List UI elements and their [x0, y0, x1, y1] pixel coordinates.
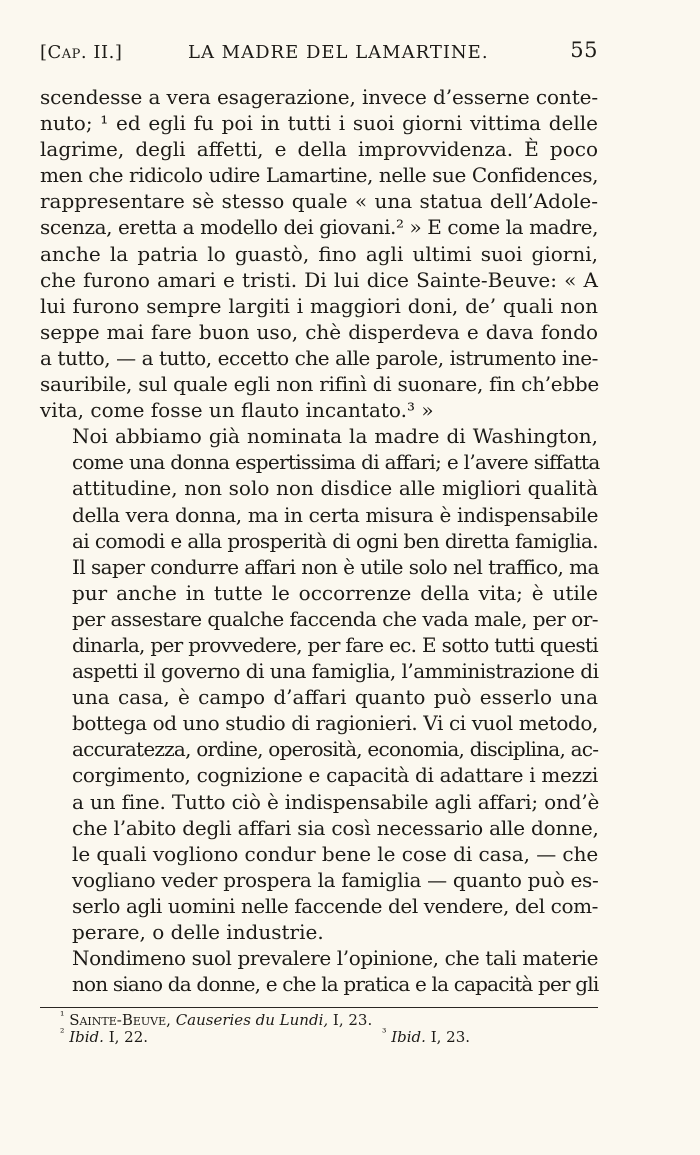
footnote-author: Sainte-Beuve, [69, 1011, 171, 1030]
text-line: anche la patria lo guastò, fino agli ultimi suoi giorni, [40, 241, 598, 266]
text-line: vita, come fosse un flauto incantato.³ » [40, 398, 434, 423]
text-line: nuto; ¹ ed egli fu poi in tutti i suoi giorni vittima delle [40, 111, 598, 136]
footnote-ref: I, 22. [108, 1028, 149, 1047]
footnote-3 [382, 1026, 471, 1047]
text-line: scendesse a vera esagerazione, invece d’esserne conte- [40, 85, 598, 109]
footnote-mark: ² [60, 1026, 65, 1040]
text-line: vogliano veder prospera la famiglia — quanto può es- [72, 867, 599, 892]
footnote-row [60, 1009, 598, 1030]
text-line: men che ridicolo udire Lamartine, nelle sue Confidences, [40, 163, 599, 188]
text-line: bottega od uno studio di ragionieri. Vi ci vuol metodo, [72, 711, 598, 736]
text-line: Nondimeno suol prevalere l’opinione, che tali materie [72, 946, 598, 971]
text-line: che furono amari e tristi. Di lui dice Sainte-Beuve: « A [40, 267, 598, 292]
text-line: aspetti il governo di una famiglia, l’amministrazione di [72, 659, 599, 684]
running-head [40, 38, 598, 68]
text-line: perare, o delle industrie. [72, 920, 324, 944]
text-line: attitudine, non solo non disdice alle migliori qualità [72, 476, 598, 501]
paragraph [40, 423, 598, 945]
footnote-mark: ¹ [60, 1009, 65, 1023]
footnote-1 [60, 1009, 373, 1030]
body-text [40, 84, 598, 997]
text-line: a un fine. Tutto ciò è indispensabile agli affari; ond’è [72, 789, 600, 814]
text-line: sauribile, sul quale egli non rifinì di suonare, fin ch’ebbe [40, 372, 599, 397]
chapter-label: [Cap. II.] [40, 42, 123, 63]
page-number: 55 [570, 38, 598, 62]
text-line: a tutto, — a tutto, eccetto che alle parole, istrumento ine- [40, 345, 598, 370]
text-line: Noi abbiamo già nominata la madre di Washington, [72, 424, 598, 449]
footnote-row [60, 1026, 598, 1047]
footnote-ref: I, 23. [430, 1028, 471, 1047]
text-line: della vera donna, ma in certa misura è indispensabile [72, 502, 599, 527]
text-line: che l’abito degli affari sia così necessario alle donne, [72, 815, 599, 840]
text-line: lagrime, degli affetti, e della improvvidenza. È poco [40, 137, 598, 162]
text-line: non siano da donne, e che la pratica e la capacità per gli [72, 972, 599, 997]
footnote-2 [60, 1026, 149, 1047]
footnotes [40, 1009, 598, 1047]
paragraph [40, 84, 598, 423]
text-line: lui furono sempre largiti i maggiori doni, de’ quali non [40, 293, 598, 318]
paragraph [40, 945, 598, 997]
text-line: corgimento, cognizione e capacità di adattare i mezzi [72, 763, 598, 788]
text-line: ai comodi e alla prosperità di ogni ben diretta famiglia. [72, 528, 598, 553]
running-title: LA MADRE DEL LAMARTINE. [188, 42, 489, 63]
text-line: scenza, eretta a modello dei giovani.² » E come la madre, [40, 215, 599, 240]
text-line: per assestare qualche faccenda che vada male, per or- [72, 606, 598, 631]
book-page [40, 38, 598, 1046]
text-line: Il saper condurre affari non è utile solo nel traffico, ma [72, 554, 599, 579]
text-line: seppe mai fare buon uso, chè disperdeva e dava fondo [40, 319, 598, 344]
text-line: rappresentare sè stesso quale « una statua dell’Adole- [40, 189, 598, 214]
text-line: accuratezza, ordine, operosità, economia, disciplina, ac- [72, 737, 599, 762]
text-line: una casa, è campo d’affari quanto può esserlo una [72, 685, 598, 710]
text-line: pur anche in tutte le occorrenze della vita; è utile [72, 580, 598, 605]
text-line: le quali vogliono condur bene le cose di casa, — che [72, 841, 599, 866]
footnote-work: Causeries du Lundi, [175, 1011, 329, 1030]
footnote-ref: I, 23. [332, 1011, 373, 1030]
footnote-work: Ibid. [391, 1028, 426, 1047]
text-line: serlo agli uomini nelle faccende del vendere, del com- [72, 893, 598, 918]
text-line: come una donna espertissima di affari; e l’avere siffatta [72, 450, 600, 475]
footnote-work: Ibid. [69, 1028, 104, 1047]
text-line: dinarla, per provvedere, per fare ec. E sotto tutti questi [72, 632, 598, 657]
footnote-divider [40, 1007, 598, 1008]
footnote-mark: ³ [382, 1026, 387, 1040]
